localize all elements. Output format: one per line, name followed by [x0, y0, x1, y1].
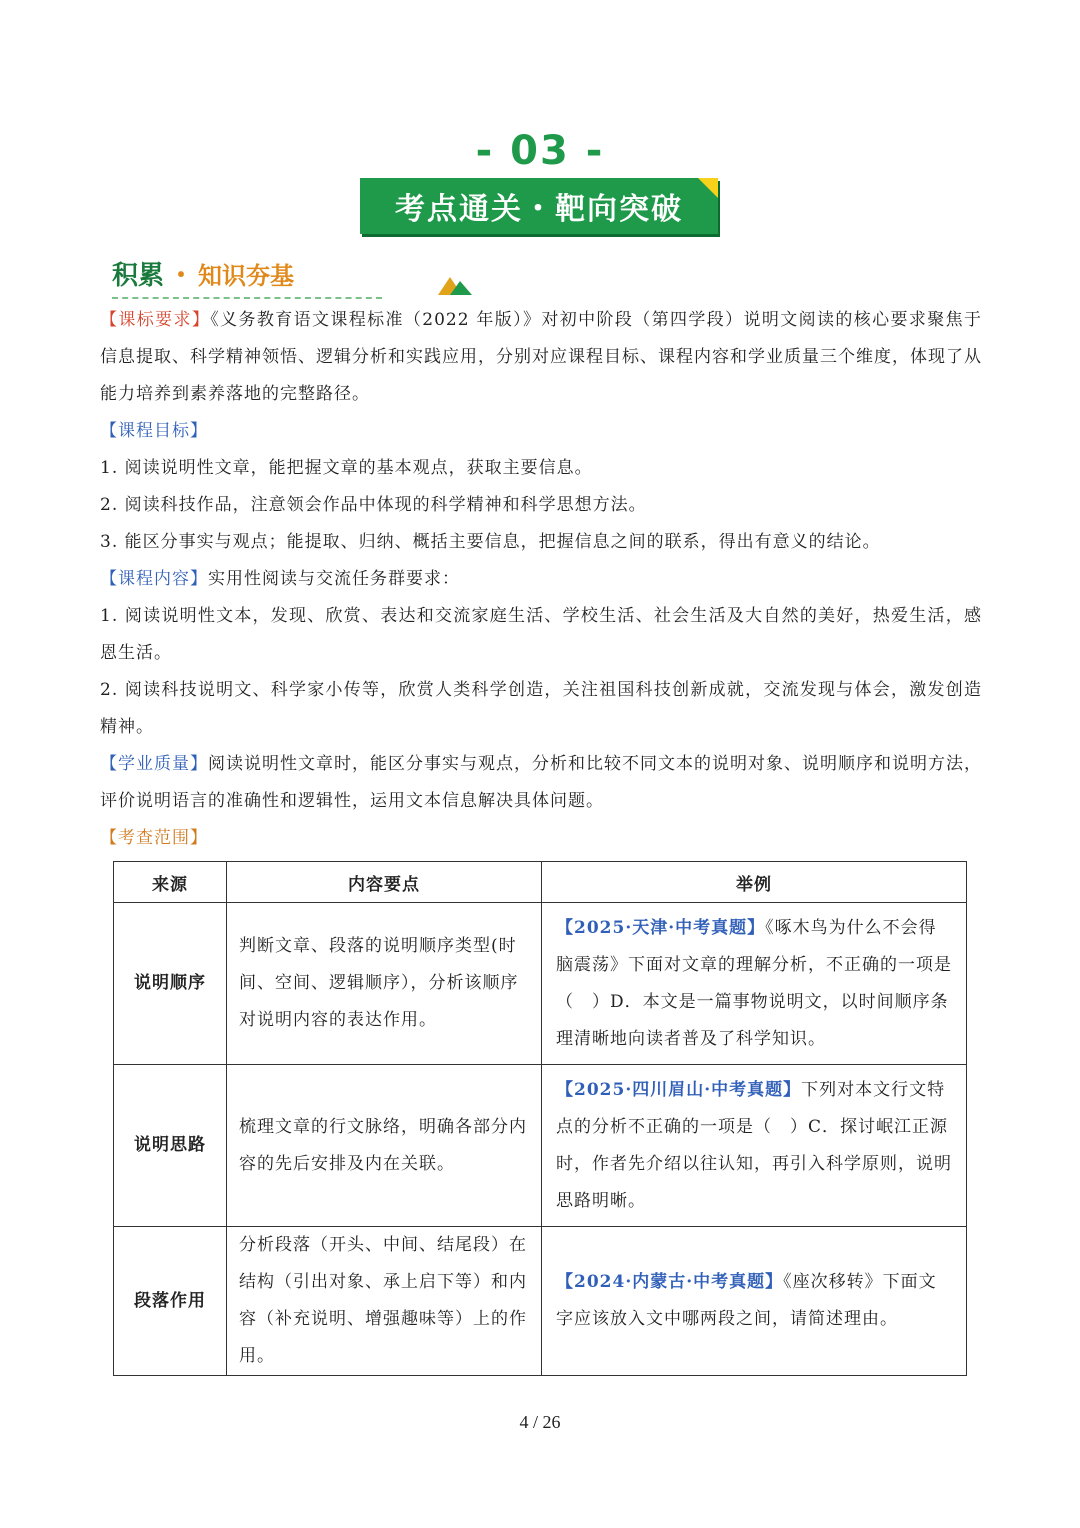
- exam-scope-heading: [100, 820, 982, 857]
- tag-course-goals: 【课程目标】: [100, 421, 208, 441]
- academic-quality-paragraph: [100, 746, 982, 820]
- row-source: 段落作用: [114, 1227, 227, 1376]
- banner-corner-decoration: [698, 178, 718, 198]
- body-text: [100, 302, 982, 857]
- row-point: 分析段落（开头、中间、结尾段）在结构（引出对象、承上启下等）和内容（补充说明、增强趣味等）上的作用。: [227, 1227, 542, 1376]
- page-indicator: 4 / 26: [519, 1412, 561, 1432]
- example-tag: 【2024·内蒙古·中考真题】: [556, 1272, 784, 1292]
- tag-academic-quality: 【学业质量】: [100, 754, 208, 774]
- table-header-row: [114, 862, 967, 903]
- example-text: 《座次移转》下面文字应该放入文中哪两段之间，请简述理由。: [556, 1272, 937, 1329]
- goal-item-1: 1. 阅读说明性文章，能把握文章的基本观点，获取主要信息。: [100, 458, 593, 478]
- standard-requirement-text: 《义务教育语文课程标准（2022 年版）》对初中阶段（第四学段）说明文阅读的核心要求聚焦于信息提取、科学精神领悟、逻辑分析和实践应用，分别对应课程目标、课程内容和学业质量三个维度，体现了从能力培养到素养落地的完整路径。: [100, 310, 982, 404]
- goal-item-2: 2. 阅读科技作品，注意领会作品中体现的科学精神和科学思想方法。: [100, 495, 647, 515]
- row-example: [542, 1065, 967, 1227]
- row-example: [542, 1227, 967, 1376]
- section-banner: [360, 178, 718, 234]
- header-source: 来源: [114, 862, 227, 903]
- example-text: 下列对本文行文特点的分析不正确的一项是（ ）C．探讨岷江正源时，作者先介绍以往认知，再引入科学原则，说明思路明晰。: [556, 1079, 952, 1211]
- subhead-dot: ・: [168, 261, 195, 291]
- row-point: 梳理文章的行文脉络，明确各部分内容的先后安排及内在关联。: [227, 1065, 542, 1227]
- subsection-heading: [112, 255, 382, 295]
- subhead-sub: 知识夯基: [198, 262, 295, 290]
- content-item-1: 1. 阅读说明性文本，发现、欣赏、表达和交流家庭生活、学校生活、社会生活及大自然的美好，热爱生活，感恩生活。: [100, 606, 982, 663]
- exam-scope-table: [113, 861, 967, 1376]
- course-content-text: 实用性阅读与交流任务群要求：: [208, 569, 460, 589]
- subhead-main: 积累: [112, 261, 165, 291]
- section-number: - 03 -: [475, 128, 605, 174]
- table-row: [114, 1065, 967, 1227]
- row-example: [542, 903, 967, 1065]
- course-goals-heading: [100, 413, 982, 450]
- academic-quality-text: 阅读说明性文章时，能区分事实与观点，分析和比较不同文本的说明对象、说明顺序和说明方法，评价说明语言的准确性和逻辑性，运用文本信息解决具体问题。: [100, 754, 982, 811]
- row-point: 判断文章、段落的说明顺序类型(时间、空间、逻辑顺序），分析该顺序对说明内容的表达作用。: [227, 903, 542, 1065]
- row-source: 说明顺序: [114, 903, 227, 1065]
- table-row: [114, 1227, 967, 1376]
- tag-exam-scope: 【考查范围】: [100, 828, 208, 848]
- tag-course-content: 【课程内容】: [100, 569, 208, 589]
- header-key-points: 内容要点: [227, 862, 542, 903]
- banner-title: 考点通关・靶向突破: [395, 192, 683, 227]
- tag-standard-requirement: 【课标要求】: [100, 310, 211, 330]
- example-tag: 【2025·四川眉山·中考真题】: [556, 1079, 802, 1100]
- table-row: [114, 903, 967, 1065]
- subhead-underline: [112, 297, 382, 299]
- standard-requirement-paragraph: [100, 302, 982, 413]
- row-source: 说明思路: [114, 1065, 227, 1227]
- goal-item-3: 3. 能区分事实与观点；能提取、归纳、概括主要信息，把握信息之间的联系，得出有意义的结论。: [100, 532, 881, 552]
- example-text: 《啄木鸟为什么不会得脑震荡》下面对文章的理解分析，不正确的一项是（ ）D．本文是一篇事物说明文，以时间顺序条理清晰地向读者普及了科学知识。: [556, 917, 952, 1049]
- mountain-icon: [438, 273, 472, 295]
- content-item-2: 2. 阅读科技说明文、科学家小传等，欣赏人类科学创造，关注祖国科技创新成就，交流发现与体会，激发创造精神。: [100, 680, 982, 737]
- example-tag: 【2025·天津·中考真题】: [556, 917, 766, 938]
- header-example: 举例: [542, 862, 967, 903]
- course-content-paragraph: [100, 561, 982, 598]
